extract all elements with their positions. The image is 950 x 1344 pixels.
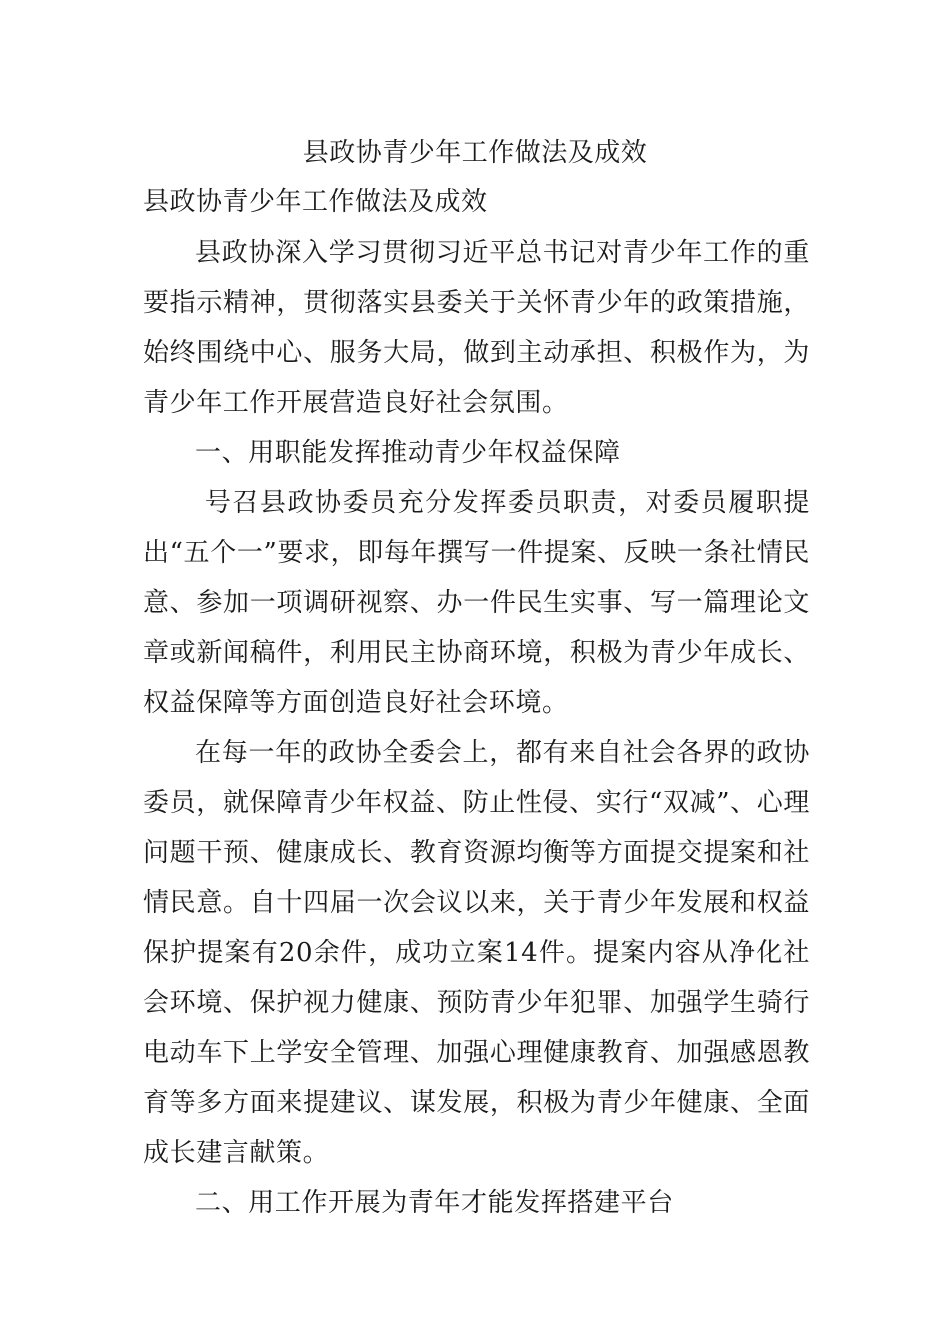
paragraph-intro: 县政协深入学习贯彻习近平总书记对青少年工作的重要指示精神，贯彻落实县委关于关怀青少年的政策措施，始终围绕中心、服务大局，做到主动承担、积极作为，为青少年工作开展营造良好社会氛围。 bbox=[143, 238, 810, 418]
paragraph-five-ones: 号召县政协委员充分发挥委员职责，对委员履职提出“五个一”要求，即每年撰写一件提案、反映一条社情民意、参加一项调研视察、办一件民生实事、写一篇理论文章或新闻稿件，利用民主协商环境，积极为青少年成长、权益保障等方面创造良好社会环境。 bbox=[143, 488, 810, 718]
document-title: 县政协青少年工作做法及成效 bbox=[302, 138, 648, 168]
section-heading-2: 二、用工作开展为青年才能发挥搭建平台 bbox=[195, 1188, 674, 1218]
paragraph-proposals: 在每一年的政协全委会上，都有来自社会各界的政协委员，就保障青少年权益、防止性侵、实行“双减”、心理问题干预、健康成长、教育资源均衡等方面提交提案和社情民意。自十四届一次会议以来，关于青少年发展和权益保护提案有20余件，成功立案14件。提案内容从净化社会环境、保护视力健康、预防青少年犯罪、加强学生骑行电动车下上学安全管理、加强心理健康教育、加强感恩教育等多方面来提建议、谋发展，积极为青少年健康、全面成长建言献策。 bbox=[143, 738, 810, 1168]
section-heading-1: 一、用职能发挥推动青少年权益保障 bbox=[195, 438, 621, 468]
document-subtitle: 县政协青少年工作做法及成效 bbox=[143, 187, 488, 217]
document-body bbox=[143, 228, 810, 1228]
